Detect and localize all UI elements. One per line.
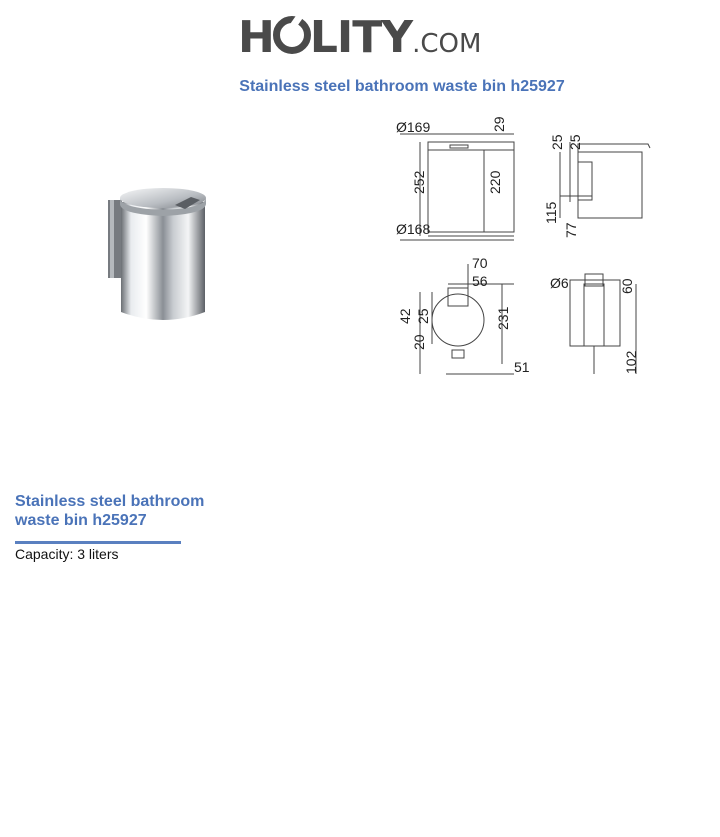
logo-letters: LITY	[309, 12, 413, 63]
dim-top-d: 25	[415, 308, 431, 324]
logo-tld: .COM	[412, 29, 482, 59]
product-title-line1: Stainless steel bathroom	[15, 493, 205, 510]
dim-top-e: 231	[495, 306, 511, 330]
dim-top-f: 20	[411, 334, 427, 350]
logo-letter-h: H	[238, 12, 274, 63]
dim-top-g: 51	[514, 359, 530, 375]
dim-front-body: 220	[487, 170, 503, 194]
dim-top-a: 70	[472, 255, 488, 271]
page-title: Stainless steel bathroom waste bin h25927	[239, 78, 565, 95]
product-title-line2: waste bin h25927	[15, 512, 147, 529]
dim-front-total: 252	[411, 170, 427, 194]
dim-front-lid: 29	[491, 116, 507, 132]
dim-side-d: 77	[563, 222, 579, 238]
dim-bracket-dia: Ø6	[550, 275, 569, 291]
dim-top-c: 42	[397, 308, 413, 324]
dim-bracket-a: 60	[619, 278, 635, 294]
logo-ring-icon	[273, 16, 311, 54]
capacity-text: Capacity: 3 liters	[15, 546, 119, 562]
dim-side-c: 115	[543, 201, 559, 224]
dim-side-a: 25	[549, 134, 565, 150]
dim-front-bottom-dia: Ø168	[396, 221, 431, 237]
dim-top-b: 56	[472, 273, 488, 289]
technical-drawings	[380, 112, 660, 382]
dim-front-top-dia: Ø169	[396, 119, 431, 135]
dim-bracket-b: 102	[623, 350, 639, 374]
product-image	[105, 182, 215, 332]
product-title	[15, 492, 235, 530]
title-underline	[15, 541, 181, 544]
holity-logo[interactable]	[238, 10, 488, 66]
dim-side-b: 25	[567, 134, 583, 150]
